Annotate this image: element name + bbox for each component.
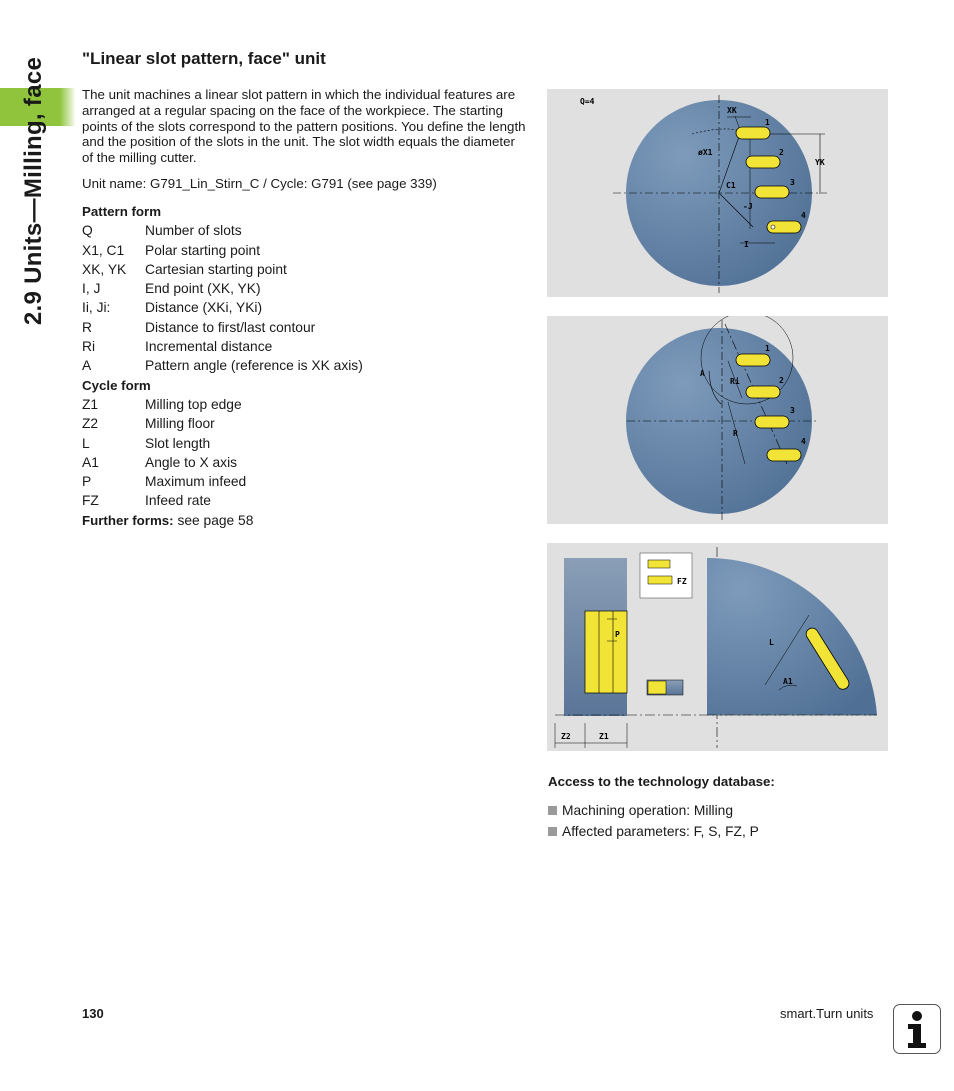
param-key: Ri	[82, 339, 96, 355]
label-slot-1: 1	[765, 344, 770, 353]
slot-2	[746, 386, 780, 398]
info-icon	[893, 1004, 941, 1054]
figure-slot-pattern-cartesian	[547, 89, 888, 297]
param-row	[82, 241, 527, 260]
param-row	[82, 414, 527, 433]
param-desc: Cartesian starting point	[145, 261, 287, 277]
slot-2	[746, 156, 780, 168]
param-key: R	[82, 319, 92, 335]
label-slot-4: 4	[801, 437, 806, 446]
param-row	[82, 472, 527, 491]
intro-paragraph: The unit machines a linear slot pattern in which the individual features are arranged at a regular spacing on the face of the workpiece. The starting points of the slots correspond to the pattern positions. You define the length and the position of the slots in the unit. The slot width equals the diameter of the milling cutter.	[82, 87, 526, 166]
slot-1	[736, 354, 770, 366]
slot-1	[736, 127, 770, 139]
param-key: X1, C1	[82, 242, 125, 258]
list-item-text: Machining operation: Milling	[562, 803, 734, 818]
label-yk: YK	[815, 158, 825, 167]
pattern-form-title: Pattern form	[82, 204, 162, 219]
footer-text: smart.Turn units	[780, 1006, 874, 1021]
param-key: FZ	[82, 493, 99, 509]
param-desc: Slot length	[145, 435, 211, 451]
label-q: Q=4	[580, 97, 595, 106]
param-desc: Pattern angle (reference is XK axis)	[145, 358, 363, 374]
param-key: Ii, Ji:	[82, 300, 111, 316]
label-a: A	[700, 369, 705, 378]
label-z1: Z1	[599, 732, 609, 741]
param-desc: Incremental distance	[145, 339, 273, 355]
param-key: Q	[82, 223, 93, 239]
param-key: A1	[82, 454, 99, 470]
param-row	[82, 434, 527, 453]
label-slot-3: 3	[790, 406, 795, 415]
slot-3	[755, 416, 789, 428]
param-desc: End point (XK, YK)	[145, 281, 261, 297]
param-row	[82, 318, 527, 337]
chapter-tab-fade	[60, 88, 76, 126]
param-desc: Distance to first/last contour	[145, 319, 316, 335]
page-number: 130	[82, 1006, 104, 1021]
label-fz: FZ	[677, 577, 687, 586]
label-slot-2: 2	[779, 148, 784, 157]
label-r: R	[733, 429, 738, 438]
label-x1: øX1	[698, 148, 713, 157]
label-p: P	[615, 630, 620, 639]
list-item-text: Affected parameters: F, S, FZ, P	[562, 824, 759, 839]
label-slot-1: 1	[765, 118, 770, 127]
label-slot-3: 3	[790, 178, 795, 187]
further-forms-link[interactable]: see page 58	[173, 512, 254, 528]
unit-name: Unit name: G791_Lin_Stirn_C / Cycle: G791 (see page 339)	[82, 176, 437, 191]
param-row	[82, 356, 527, 375]
param-row	[82, 279, 527, 298]
list-item	[548, 800, 908, 821]
param-desc: Milling floor	[145, 416, 215, 432]
slot-4	[767, 449, 801, 461]
label-i: I	[744, 240, 749, 249]
param-row	[82, 260, 527, 279]
param-row	[82, 337, 527, 356]
param-desc: Distance (XKi, YKi)	[145, 300, 263, 316]
label-xk: XK	[727, 106, 737, 115]
label-ri: Ri	[730, 377, 740, 386]
figure-slot-cycle-parameters	[547, 543, 888, 751]
bullet-square-icon	[548, 827, 557, 836]
further-forms	[82, 511, 527, 530]
label-j: -J	[743, 202, 753, 211]
label-c1: C1	[726, 181, 736, 190]
param-row	[82, 395, 527, 414]
milled-slot	[585, 611, 627, 693]
label-l: L	[769, 638, 774, 647]
param-key: A	[82, 358, 92, 374]
slot-3	[755, 186, 789, 198]
figure-slot-pattern-angle	[547, 316, 888, 524]
param-row	[82, 298, 527, 317]
param-desc: Infeed rate	[145, 493, 211, 509]
param-key: P	[82, 474, 92, 490]
technology-database	[548, 774, 908, 842]
cutter-tool	[648, 681, 666, 694]
list-item	[548, 821, 908, 842]
cycle-form-title: Cycle form	[82, 377, 151, 393]
param-desc: Number of slots	[145, 223, 242, 239]
param-desc: Milling top edge	[145, 396, 242, 412]
label-slot-4: 4	[801, 211, 806, 220]
bullet-square-icon	[548, 806, 557, 815]
further-forms-label: Further forms:	[82, 512, 174, 528]
param-key: Z2	[82, 416, 99, 432]
label-z2: Z2	[561, 732, 571, 741]
param-key: L	[82, 435, 90, 451]
label-slot-2: 2	[779, 376, 784, 385]
param-row	[82, 491, 527, 510]
chapter-side-title-text: 2.9 Units—Milling, face	[20, 56, 48, 326]
param-row	[82, 221, 527, 240]
param-desc: Polar starting point	[145, 242, 261, 258]
param-desc: Maximum infeed	[145, 474, 247, 490]
chapter-side-title	[14, 36, 54, 346]
param-key: XK, YK	[82, 261, 127, 277]
workpiece-face	[707, 558, 877, 715]
param-key: I, J	[82, 281, 101, 297]
label-a1: A1	[783, 677, 793, 686]
parameter-list	[82, 202, 527, 530]
param-row	[82, 453, 527, 472]
page-title: "Linear slot pattern, face" unit	[82, 49, 326, 68]
param-key: Z1	[82, 396, 99, 412]
technology-title: Access to the technology database:	[548, 774, 775, 789]
param-desc: Angle to X axis	[145, 454, 238, 470]
